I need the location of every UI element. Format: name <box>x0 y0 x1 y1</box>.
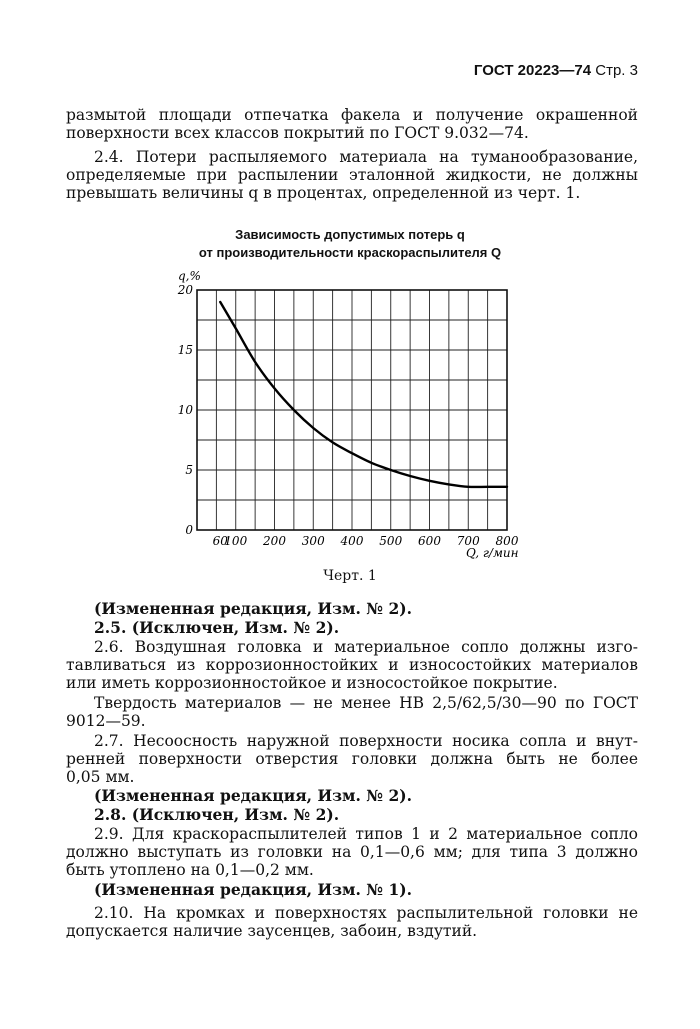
x-tick-label: 300 <box>301 534 325 548</box>
paragraph-2-9-line: быть утоплено на 0,1—0,2 мм. <box>66 861 314 879</box>
excluded-clause: 2.8. (Исключен, Изм. № 2). <box>94 805 340 824</box>
x-tick-label: 200 <box>263 534 286 548</box>
amendment-note: (Измененная редакция, Изм. № 2). <box>94 599 412 618</box>
paragraph-2-10-line: 2.10. На кромках и поверхностях распылительной головки не <box>94 904 638 922</box>
x-tick-label: 800 <box>495 534 519 548</box>
amendment-note: (Измененная редакция, Изм. № 1). <box>94 880 412 899</box>
x-tick-label: 100 <box>224 534 248 548</box>
paragraph-2-4-line: 2.4. Потери распыляемого материала на туманообразование, <box>94 148 638 166</box>
x-tick-label: 500 <box>379 534 403 548</box>
chart-subtitle: от производительности краскораспылителя Q <box>198 245 502 260</box>
paragraph-2-6-line: 2.6. Воздушная головка и материальное сопло должны изго- <box>94 638 638 656</box>
hardness-line: 9012—59. <box>66 712 146 730</box>
x-tick-label: 60 <box>212 534 228 548</box>
chart-grid <box>197 290 507 530</box>
paragraph-2-4-line: определяемые при распылении эталонной жидкости, не должны <box>66 166 638 184</box>
y-tick-label: 0 <box>185 523 193 537</box>
chart-series <box>220 302 507 487</box>
paragraph-2-6-line: или иметь коррозионностойкое и износостойкое покрытие. <box>66 674 558 692</box>
y-axis-label: q,% <box>178 269 201 283</box>
amendment-note: (Измененная редакция, Изм. № 2). <box>94 786 412 805</box>
paragraph-2-9-line: должно выступать из головки на 0,1—0,6 мм; для типа 3 должно <box>66 843 638 861</box>
y-tick-label: 5 <box>185 463 193 477</box>
y-tick-label: 15 <box>177 343 193 357</box>
paragraph-line: поверхности всех классов покрытий по ГОСТ 9.032—74. <box>66 124 529 142</box>
paragraph-2-6-line: тавливаться из коррозионностойких и износостойких материалов <box>66 656 638 674</box>
page-number: Стр. 3 <box>595 62 638 79</box>
x-axis-label: Q, г/мин <box>466 546 519 560</box>
paragraph-2-4-line: превышать величины q в процентах, определенной из черт. 1. <box>66 184 581 202</box>
paragraph-2-7-line: 0,05 мм. <box>66 768 135 786</box>
chart-title: Зависимость допустимых потерь q <box>235 227 465 242</box>
y-tick-label: 20 <box>177 283 193 297</box>
x-tick-label: 400 <box>340 534 364 548</box>
series-line <box>220 302 507 487</box>
chart-tick-labels <box>177 283 519 548</box>
paragraph-2-9-line: 2.9. Для краскораспылителей типов 1 и 2 материальное сопло <box>94 825 638 843</box>
x-tick-label: 600 <box>418 534 441 548</box>
paragraph-2-10-line: допускается наличие заусенцев, забоин, вздутий. <box>66 922 478 940</box>
figure-caption: Черт. 1 <box>323 568 377 584</box>
paragraph-line: размытой площади отпечатка факела и получение окрашенной <box>66 106 638 124</box>
excluded-clause: 2.5. (Исключен, Изм. № 2). <box>94 618 340 637</box>
standard-number: ГОСТ 20223—74 <box>473 62 592 79</box>
paragraph-2-7-line: ренней поверхности отверстия головки должна быть не более <box>66 750 638 768</box>
y-tick-label: 10 <box>177 403 193 417</box>
paragraph-2-7-line: 2.7. Несоосность наружной поверхности носика сопла и внут- <box>94 732 638 750</box>
hardness-line: Твердость материалов — не менее НВ 2,5/62,5/30—90 по ГОСТ <box>94 694 638 712</box>
x-tick-label: 700 <box>456 534 480 548</box>
